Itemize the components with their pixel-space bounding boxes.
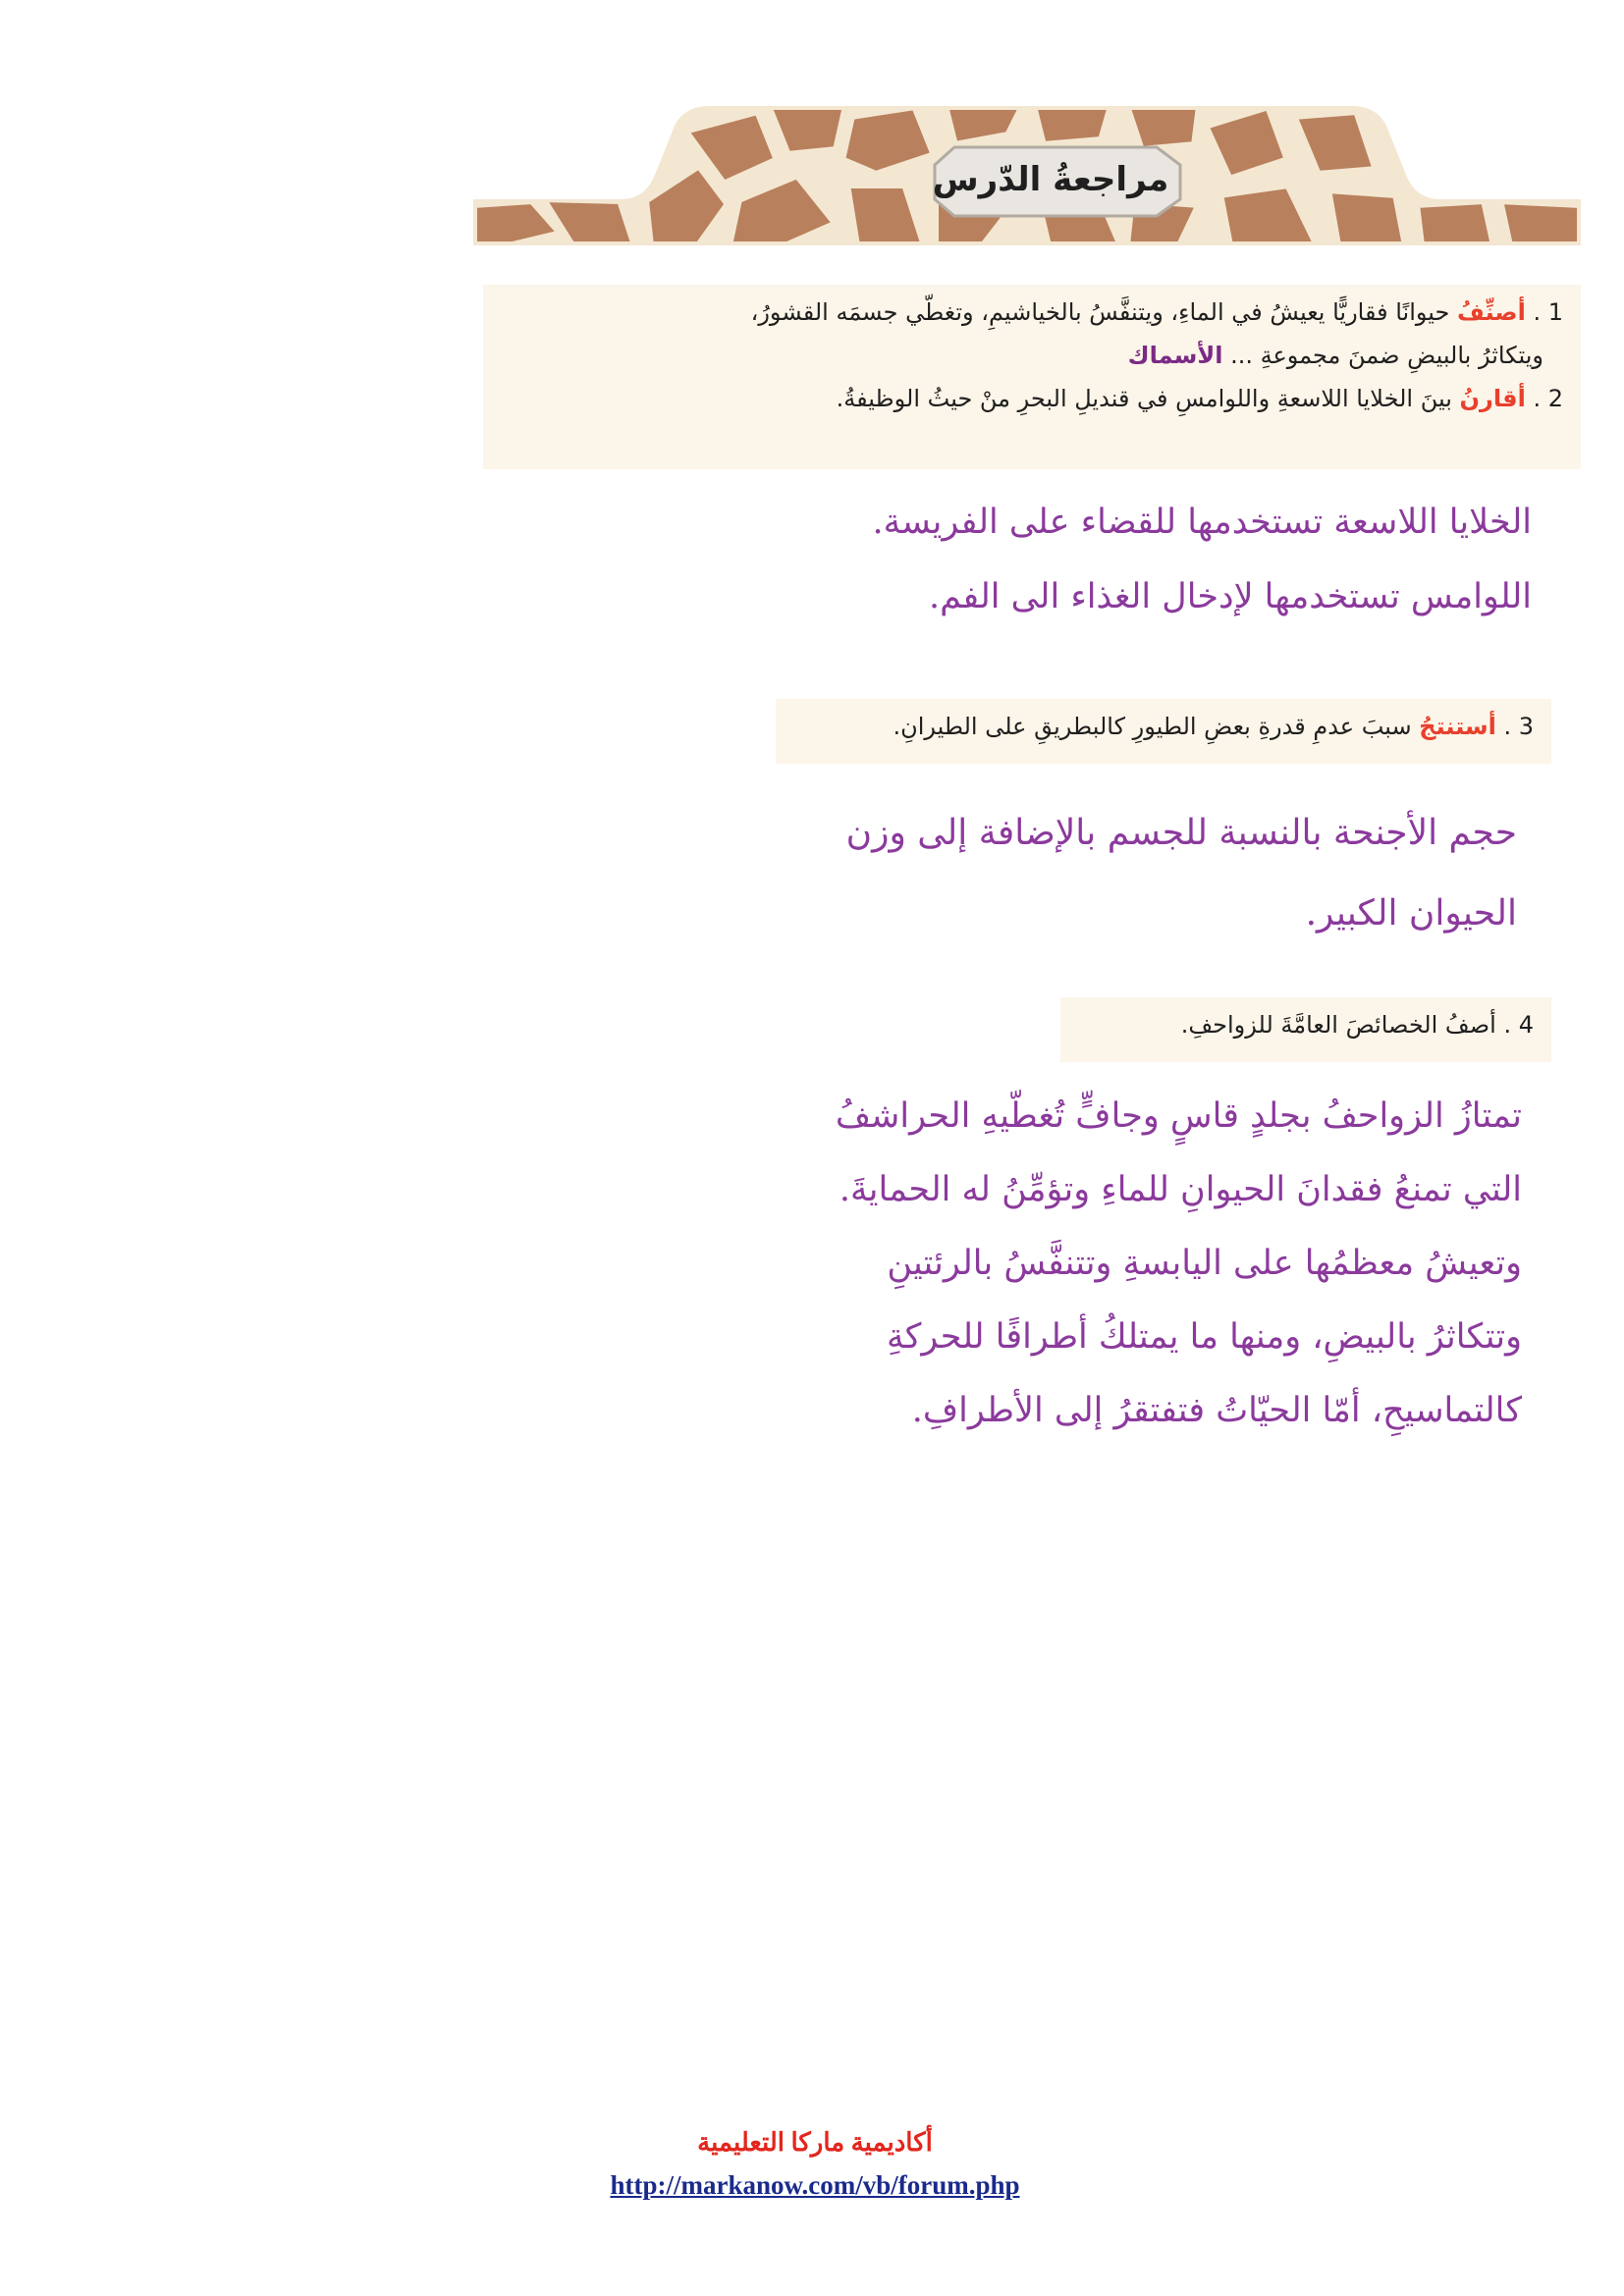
- question-number: 1 .: [1533, 298, 1563, 326]
- answer-line: الخلايا اللاسعة تستخدمها للقضاء على الفريسة.: [872, 503, 1532, 542]
- answer-line: وتعيشُ معظمُها على اليابسةِ وتتنفَّسُ بالرئتينِ: [887, 1244, 1522, 1283]
- question-verb: أقارنُ: [1459, 385, 1526, 412]
- answer-3: [756, 793, 1517, 954]
- answer-2: [766, 485, 1532, 634]
- question-box-1-2: [483, 285, 1581, 469]
- question-text: سببَ عدمِ قدرةِ بعضِ الطيورِ كالبطريقِ على الطيرانِ.: [893, 713, 1412, 740]
- question-number: 3 .: [1503, 713, 1534, 740]
- lesson-review-banner: [473, 106, 1581, 245]
- question-text: أصفُ الخصائصَ العامَّةَ للزواحفِ.: [1180, 1011, 1496, 1039]
- answer-line: حجم الأجنحة بالنسبة للجسم بالإضافة إلى وزن: [845, 813, 1517, 853]
- question-1: [501, 291, 1563, 334]
- question-number: 4 .: [1503, 1011, 1534, 1039]
- question-box-3: [776, 699, 1551, 764]
- question-box-4: [1060, 997, 1551, 1062]
- answer-line: التي تمنعُ فقدانَ الحيوانِ للماءِ وتؤمِّنُ له الحمايةَ.: [839, 1170, 1522, 1209]
- answer-line: اللوامس تستخدمها لإدخال الغذاء الى الفم.: [929, 577, 1532, 616]
- question-2: [501, 377, 1563, 420]
- question-verb: أصنِّفُ: [1457, 298, 1526, 326]
- question-verb: أستنتجُ: [1419, 713, 1496, 740]
- answer-line: كالتماسيحِ، أمّا الحيّاتُ فتفتقرُ إلى الأطرافِ.: [911, 1391, 1522, 1430]
- answer-line: وتتكاثرُ بالبيضِ، ومنها ما يمتلكُ أطرافًا للحركةِ: [886, 1317, 1522, 1357]
- answer-line: تمتازُ الزواحفُ بجلدٍ قاسٍ وجافٍّ تُغطّيهِ الحراشفُ: [835, 1096, 1522, 1136]
- footer-academy-name: أكاديمية ماركا التعليمية: [697, 2128, 933, 2157]
- question-text: ويتكاثرُ بالبيضِ ضمنَ مجموعةِ ...: [1230, 342, 1543, 369]
- answer-line: الحيوان الكبير.: [1305, 893, 1517, 934]
- question-text: حيوانًا فقاريًّا يعيشُ في الماءِ، ويتنفَّسُ بالخياشيمِ، وتغطّي جسمَه القشورُ،: [750, 298, 1450, 326]
- question-number: 2 .: [1533, 385, 1563, 412]
- question-1-line-2: [501, 334, 1563, 377]
- question-text: بينَ الخلايا اللاسعةِ واللوامسِ في قنديلِ البحرِ منْ حيثُ الوظيفةُ.: [836, 385, 1452, 412]
- answer-inline: الأسماك: [1127, 342, 1223, 369]
- footer-forum-link[interactable]: http://markanow.com/vb/forum.php: [610, 2170, 1020, 2200]
- answer-4: [756, 1080, 1522, 1448]
- lesson-review-title: مراجعةُ الدّرس: [932, 160, 1169, 199]
